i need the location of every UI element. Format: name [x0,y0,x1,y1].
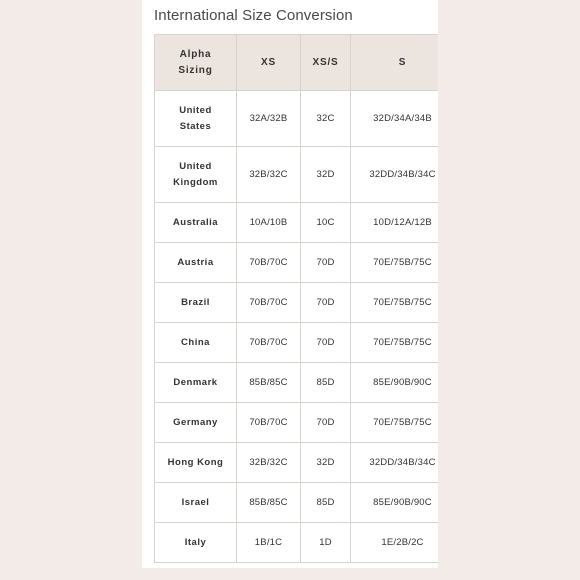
table-row [155,243,439,283]
size-table-container[interactable] [154,34,438,568]
table-cell: 10A/10B [237,203,301,243]
row-label-region: Australia [155,203,237,243]
table-cell: 32DD/34B/34C [351,147,439,203]
table-cell: 1B/1C [237,523,301,563]
size-conversion-table [154,34,438,563]
table-row [155,403,439,443]
table-cell: 70B/70C [237,243,301,283]
table-cell: 85E/90B/90C [351,363,439,403]
row-label-region: Hong Kong [155,443,237,483]
table-cell: 32A/32B [237,91,301,147]
table-cell: 85D [301,363,351,403]
table-cell: 70D [301,283,351,323]
table-cell: 10C [301,203,351,243]
table-row [155,283,439,323]
table-cell: 70D [301,243,351,283]
table-cell: 70E/75B/75C [351,323,439,363]
table-cell: 1E/2B/2C [351,523,439,563]
table-cell: 85B/85C [237,363,301,403]
row-label-region: Germany [155,403,237,443]
table-cell: 70B/70C [237,403,301,443]
table-cell: 1D [301,523,351,563]
table-row [155,147,439,203]
table-cell: 32D [301,147,351,203]
table-row [155,443,439,483]
table-cell: 32D/34A/34B [351,91,439,147]
table-cell: 85D [301,483,351,523]
column-header-s: S [351,35,439,91]
table-cell: 70B/70C [237,283,301,323]
column-header-xs: XS [237,35,301,91]
table-cell: 32C [301,91,351,147]
table-cell: 10D/12A/12B [351,203,439,243]
table-cell: 70D [301,403,351,443]
table-cell: 70D [301,323,351,363]
table-cell: 70E/75B/75C [351,243,439,283]
size-chart-card [142,0,438,568]
row-label-region: United States [155,91,237,147]
table-cell: 32B/32C [237,443,301,483]
row-label-region: Italy [155,523,237,563]
page-bottom-background [0,568,580,580]
row-label-region: Brazil [155,283,237,323]
row-label-region: Israel [155,483,237,523]
table-row [155,523,439,563]
row-label-region: China [155,323,237,363]
table-cell: 32D [301,443,351,483]
table-cell: 70B/70C [237,323,301,363]
table-row [155,203,439,243]
row-label-region: United Kingdom [155,147,237,203]
row-label-region: Denmark [155,363,237,403]
table-cell: 70E/75B/75C [351,403,439,443]
table-header-row [155,35,439,91]
table-row [155,363,439,403]
table-row [155,323,439,363]
column-header-alpha-sizing: Alpha Sizing [155,35,237,91]
column-header-xs-s: XS/S [301,35,351,91]
table-cell: 70E/75B/75C [351,283,439,323]
table-cell: 32B/32C [237,147,301,203]
table-row [155,483,439,523]
table-row [155,91,439,147]
table-cell: 85E/90B/90C [351,483,439,523]
row-label-region: Austria [155,243,237,283]
page-title: International Size Conversion [154,7,353,24]
table-cell: 85B/85C [237,483,301,523]
table-cell: 32DD/34B/34C [351,443,439,483]
